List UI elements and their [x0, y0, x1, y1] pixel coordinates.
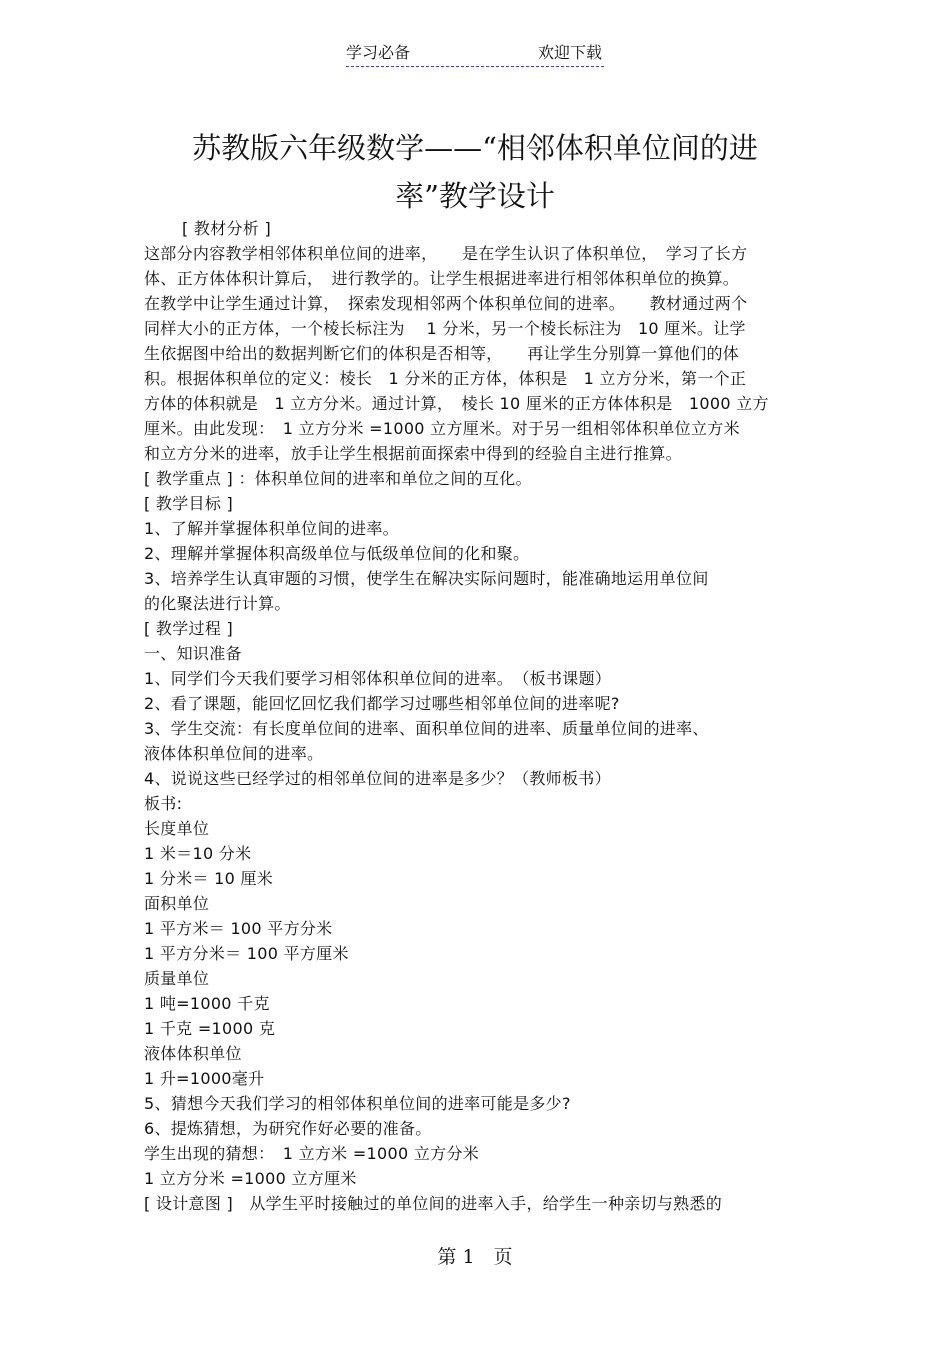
body-line: 1、了解并掌握体积单位间的进率。	[144, 519, 399, 538]
page-header	[346, 40, 604, 67]
header-left-text: 学习必备	[346, 43, 411, 62]
document-body	[144, 216, 806, 1216]
body-line: 液体体积单位间的进率。	[144, 744, 324, 763]
document-title	[60, 124, 890, 220]
body-line: 1 米＝10 分米	[144, 844, 252, 863]
body-line: 3、培养学生认真审题的习惯，使学生在解决实际问题时，能准确地运用单位间	[144, 569, 709, 588]
body-line: 6、提炼猜想，为研究作好必要的准备。	[144, 1119, 432, 1138]
body-line: 面积单位	[144, 894, 210, 913]
body-line: 的化聚法进行计算。	[144, 594, 291, 613]
body-line: 质量单位	[144, 969, 210, 988]
body-line: 1 吨=1000 千克	[144, 994, 270, 1013]
title-line-2: 率”教学设计	[395, 179, 555, 213]
body-line: 一、知识准备	[144, 644, 242, 663]
body-line: 板书:	[144, 794, 183, 813]
body-line: 4、说说这些已经学过的相邻单位间的进率是多少？（教师板书）	[144, 769, 611, 788]
body-line: 1 升=1000毫升	[144, 1069, 265, 1088]
body-line: 3、学生交流：有长度单位间的进率、面积单位间的进率、质量单位间的进率、	[144, 719, 709, 738]
body-line: [ 教学目标 ]	[144, 494, 234, 513]
body-line: 长度单位	[144, 819, 210, 838]
body-line: 1 分米＝ 10 厘米	[144, 869, 274, 888]
body-line: 1 平方米＝ 100 平方分米	[144, 919, 333, 938]
body-line: 2、看了课题，能回忆回忆我们都学习过哪些相邻单位间的进率呢?	[144, 694, 620, 713]
body-line: 2、理解并掌握体积高级单位与低级单位间的化和聚。	[144, 544, 530, 563]
body-line: [ 设计意图 ] 从学生平时接触过的单位间的进率入手，给学生一种亲切与熟悉的	[144, 1194, 723, 1213]
body-line: 1、同学们今天我们要学习相邻体积单位间的进率。 （板书课题）	[144, 669, 612, 688]
body-line: 生依据图中给出的数据判断它们的体积是否相等， 再让学生分别算一算他们的体	[144, 344, 740, 363]
body-line: 液体体积单位	[144, 1044, 242, 1063]
body-line: [ 教学过程 ]	[144, 619, 234, 638]
body-line: [ 教学重点 ] ：体积单位间的进率和单位之间的互化。	[144, 469, 532, 488]
header-right-text: 欢迎下载	[537, 43, 602, 62]
section-heading: [ 教材分析 ]	[182, 219, 272, 238]
body-line: 这部分内容教学相邻体积单位间的进率， 是在学生认识了体积单位， 学习了长方	[144, 244, 748, 263]
title-line-1: 苏教版六年级数学——“相邻体积单位间的进	[192, 131, 758, 165]
body-line: 1 立方分米 =1000 立方厘米	[144, 1169, 357, 1188]
body-line: 同样大小的正方体，一个棱长标注为 1 分米，另一个棱长标注为 10 厘米。让学	[144, 319, 746, 338]
body-line: 方体的体积就是 1 立方分米。通过计算， 棱长 10 厘米的正方体体积是 1000 立方	[144, 394, 769, 413]
body-line: 厘米。由此发现： 1 立方分米 =1000 立方厘米。对于另一组相邻体积单位立方米	[144, 419, 740, 438]
body-line: 1 千克 =1000 克	[144, 1019, 276, 1038]
page-number: 第 1 页	[437, 1246, 513, 1268]
body-line: 学生出现的猜想： 1 立方米 =1000 立方分米	[144, 1144, 480, 1163]
body-line: 在教学中让学生通过计算， 探索发现相邻两个体积单位间的进率。 教材通过两个	[144, 294, 748, 313]
body-line: 5、猜想今天我们学习的相邻体积单位间的进率可能是多少?	[144, 1094, 571, 1113]
body-line: 和立方分米的进率，放手让学生根据前面探索中得到的经验自主进行推算。	[144, 444, 682, 463]
body-line: 1 平方分米＝ 100 平方厘米	[144, 944, 349, 963]
body-line: 积。根据体积单位的定义：棱长 1 分米的正方体，体积是 1 立方分米，第一个正	[144, 369, 747, 388]
body-line: 体、正方体体积计算后， 进行教学的。让学生根据进率进行相邻体积单位的换算。	[144, 269, 740, 288]
